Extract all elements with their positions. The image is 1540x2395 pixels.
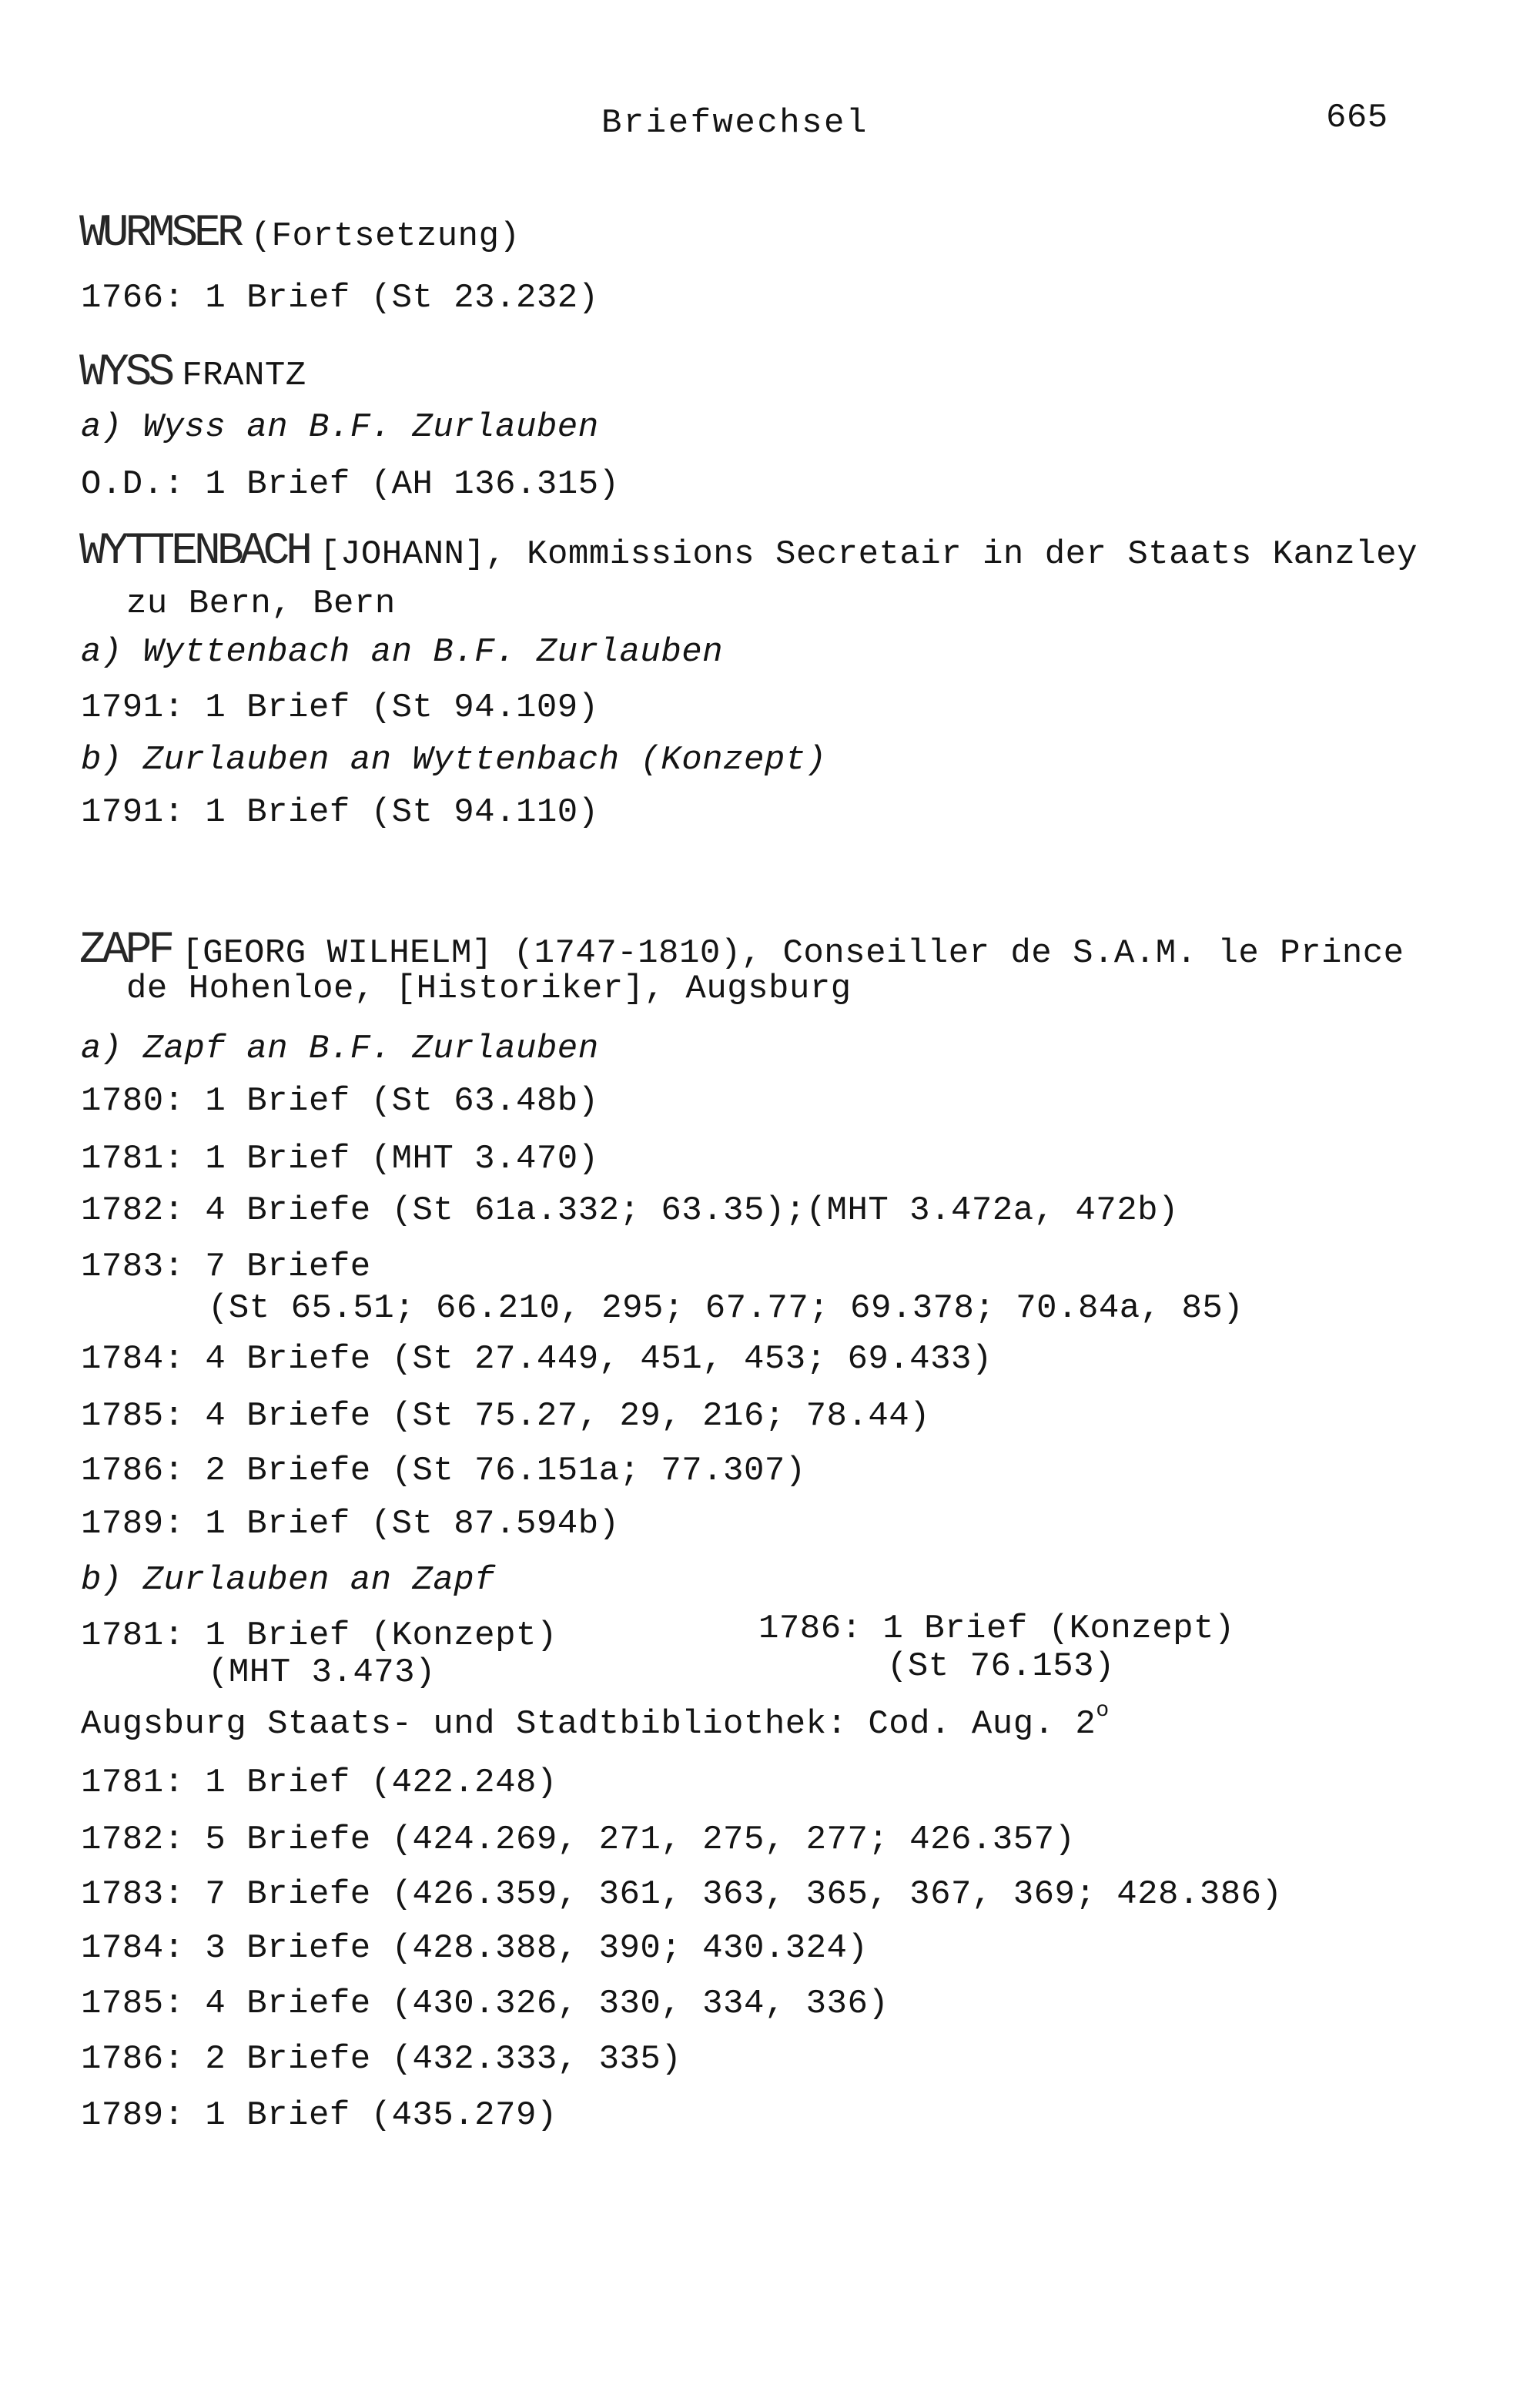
column-entry-left: 1781: 1 Brief (Konzept) bbox=[81, 1616, 557, 1655]
year-entry: O.D.: 1 Brief (AH 136.315) bbox=[81, 465, 620, 504]
year-entry: 1783: 7 Briefe bbox=[81, 1248, 371, 1286]
running-title: Briefwechsel bbox=[601, 104, 869, 142]
library-year-entry: 1782: 5 Briefe (424.269, 271, 275, 277; 426.357) bbox=[81, 1821, 1076, 1859]
library-year-entry: 1784: 3 Briefe (428.388, 390; 430.324) bbox=[81, 1929, 869, 1968]
library-year-entry: 1783: 7 Briefe (426.359, 361, 363, 365, 367, 369; 428.386) bbox=[81, 1875, 1283, 1914]
year-entry: 1789: 1 Brief (St 87.594b) bbox=[81, 1505, 620, 1543]
folio-superscript: o bbox=[1096, 1699, 1110, 1723]
heading-rest-wyss: FRANTZ bbox=[182, 357, 306, 395]
library-year-entry: 1786: 2 Briefe (432.333, 335) bbox=[81, 2040, 682, 2078]
heading-rest-zapf: [GEORG WILHELM] (1747-1810), Conseiller de S.A.M. le Prince bbox=[182, 934, 1404, 973]
heading-name-wurmser: WURMSER bbox=[79, 209, 240, 259]
library-year-entry: 1785: 4 Briefe (430.326, 330, 334, 336) bbox=[81, 1985, 889, 2023]
correspondence-direction-b: b) Zurlauben an Zapf bbox=[81, 1561, 496, 1599]
library-year-entry: 1789: 1 Brief (435.279) bbox=[81, 2096, 557, 2135]
section-heading-wyss bbox=[79, 348, 306, 398]
year-entry: 1781: 1 Brief (MHT 3.470) bbox=[81, 1140, 599, 1178]
year-entry: 1786: 2 Briefe (St 76.151a; 77.307) bbox=[81, 1452, 806, 1490]
section-heading-wurmser bbox=[79, 209, 521, 259]
correspondence-direction-b: b) Zurlauben an Wyttenbach (Konzept) bbox=[81, 741, 827, 779]
column-entry-right: 1786: 1 Brief (Konzept) bbox=[758, 1610, 1235, 1648]
year-entry: 1784: 4 Briefe (St 27.449, 451, 453; 69.433) bbox=[81, 1340, 993, 1378]
year-entry: 1780: 1 Brief (St 63.48b) bbox=[81, 1082, 599, 1120]
column-entry-right-continuation: (St 76.153) bbox=[887, 1647, 1115, 1686]
heading-continuation: zu Bern, Bern bbox=[126, 585, 396, 623]
correspondence-direction-a: a) Wyttenbach an B.F. Zurlauben bbox=[81, 633, 724, 672]
heading-continuation: de Hohenloe, [Historiker], Augsburg bbox=[126, 970, 852, 1008]
section-heading-wyttenbach bbox=[79, 527, 1418, 577]
year-entry: 1785: 4 Briefe (St 75.27, 29, 216; 78.44) bbox=[81, 1397, 931, 1435]
year-entry: 1791: 1 Brief (St 94.110) bbox=[81, 793, 599, 832]
library-heading bbox=[81, 1699, 1110, 1743]
heading-name-wyss: WYSS bbox=[79, 348, 172, 398]
heading-rest-wurmser: (Fortsetzung) bbox=[250, 217, 521, 256]
page-number: 665 bbox=[1326, 99, 1388, 137]
correspondence-direction-a: a) Zapf an B.F. Zurlauben bbox=[81, 1030, 599, 1068]
heading-name-zapf: ZAPF bbox=[79, 926, 172, 976]
year-entry: 1766: 1 Brief (St 23.232) bbox=[81, 279, 599, 317]
year-entry: 1791: 1 Brief (St 94.109) bbox=[81, 688, 599, 727]
entry-continuation: (St 65.51; 66.210, 295; 67.77; 69.378; 70.84a, 85) bbox=[208, 1289, 1244, 1328]
library-year-entry: 1781: 1 Brief (422.248) bbox=[81, 1764, 557, 1802]
year-entry: 1782: 4 Briefe (St 61a.332; 63.35);(MHT 3.472a, 472b) bbox=[81, 1191, 1179, 1230]
heading-name-wyttenbach: WYTTENBACH bbox=[79, 527, 310, 577]
column-entry-left-continuation: (MHT 3.473) bbox=[208, 1653, 436, 1692]
section-heading-zapf bbox=[79, 926, 1404, 976]
library-heading-text: Augsburg Staats- und Stadtbibliothek: Cod. Aug. 2 bbox=[81, 1705, 1096, 1743]
heading-rest-wyttenbach: [JOHANN], Kommissions Secretair in der Staats Kanzley bbox=[320, 535, 1418, 574]
correspondence-direction-a: a) Wyss an B.F. Zurlauben bbox=[81, 408, 599, 447]
